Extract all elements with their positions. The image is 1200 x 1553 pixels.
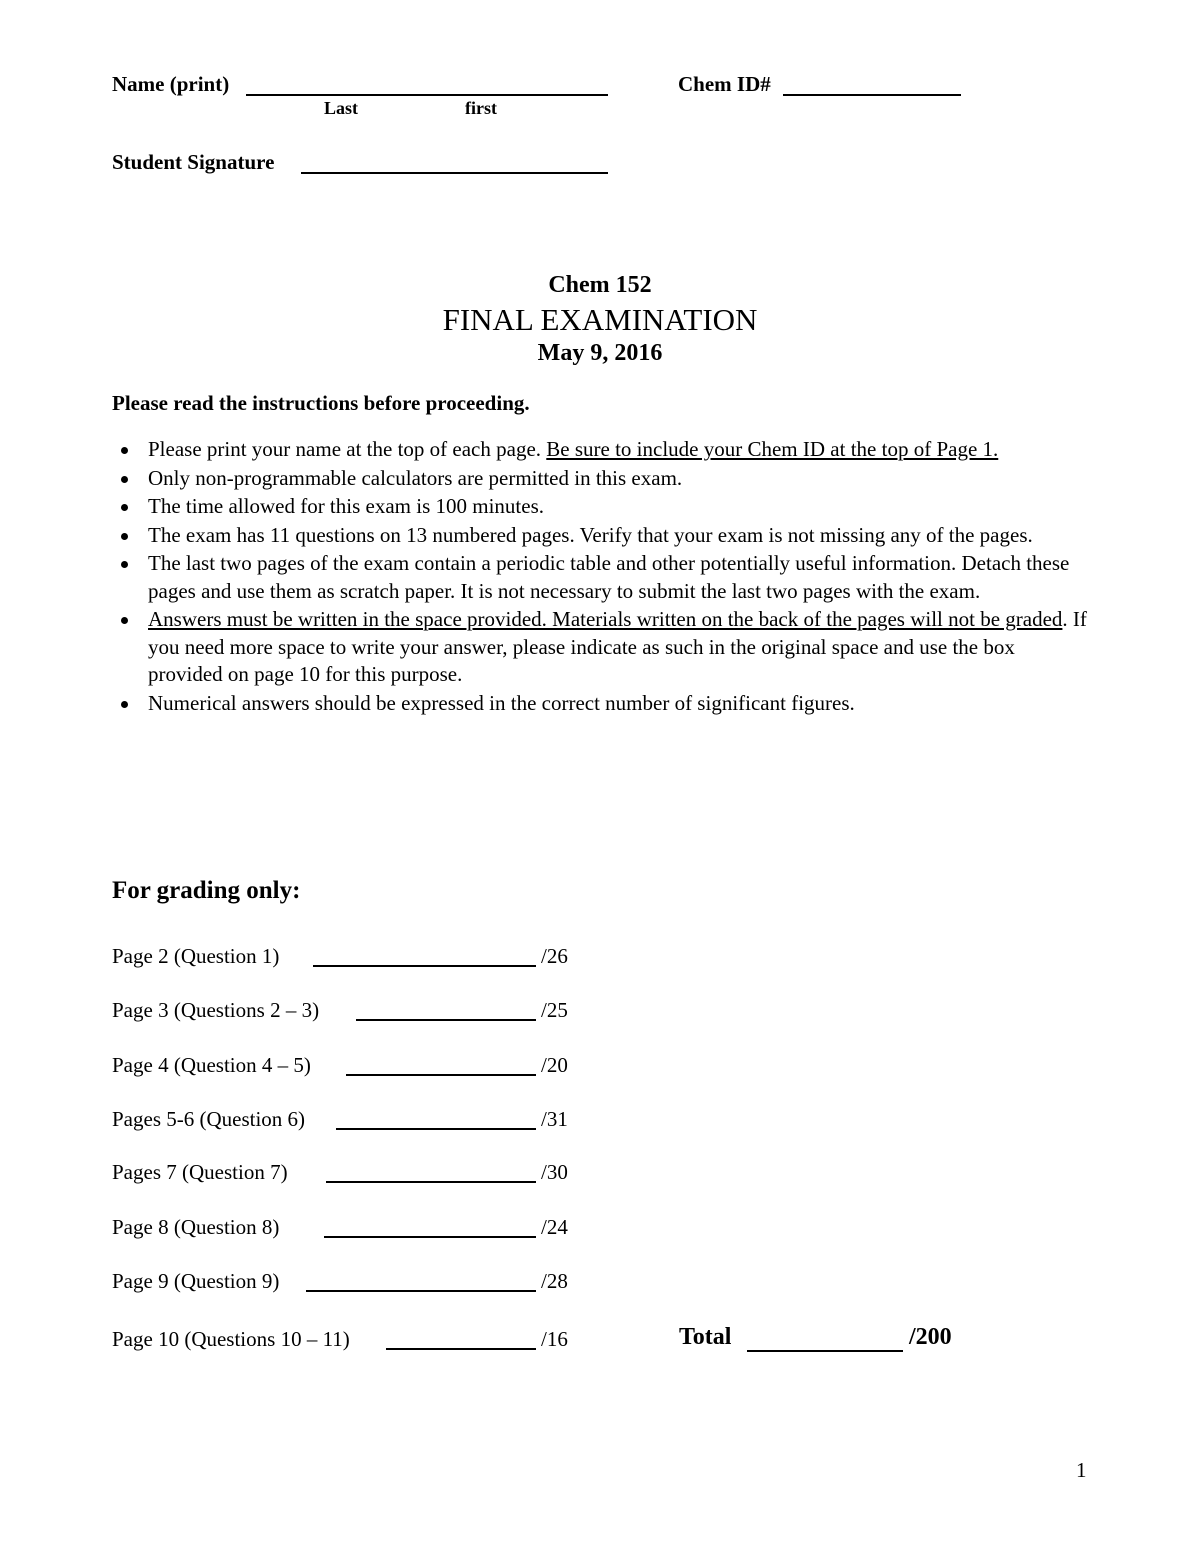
bullet-icon [121,476,128,483]
total-max: /200 [909,1324,952,1350]
grade-row-max: /26 [541,944,568,968]
course-title: Chem 152 [548,272,652,298]
bullet-icon [121,701,128,708]
instruction-item: Only non-programmable calculators are permitted in this exam. [112,465,1092,493]
total-label: Total [679,1324,732,1350]
first-name-caption: first [465,98,497,118]
instruction-item: The last two pages of the exam contain a periodic table and other potentially useful information. Detach these pages and use them as scratch paper. It is not necessary to submit the last two pages with the exam. [112,550,1092,605]
grade-row-max: /20 [541,1053,568,1077]
grade-row-max: /16 [541,1327,568,1351]
grade-row-label: Page 3 (Questions 2 – 3) [112,998,320,1022]
grade-row-max: /24 [541,1215,568,1239]
grade-score-field[interactable] [336,1128,536,1130]
instructions-heading: Please read the instructions before proceeding. [112,391,530,415]
grading-heading: For grading only: [112,877,301,904]
bullet-icon [121,561,128,568]
instruction-item: Answers must be written in the space provided. Materials written on the back of the pages will not be graded. If you need more space to write your answer, please indicate as such in the original space and use the box provided on page 10 for this purpose. [112,606,1092,689]
signature-field[interactable] [301,172,608,174]
grade-row-label: Page 10 (Questions 10 – 11) [112,1327,350,1351]
grade-row-label: Page 2 (Question 1) [112,944,280,968]
grade-row-max: /31 [541,1107,568,1131]
grade-score-field[interactable] [326,1181,536,1183]
chem-id-field[interactable] [783,94,961,96]
instruction-item: The time allowed for this exam is 100 minutes. [112,493,1092,521]
grade-row-label: Page 4 (Question 4 – 5) [112,1053,311,1077]
bullet-icon [121,447,128,454]
name-field[interactable] [246,94,608,96]
grade-score-field[interactable] [346,1074,536,1076]
grade-score-field[interactable] [356,1019,536,1021]
bullet-icon [121,504,128,511]
page-number: 1 [1076,1458,1087,1482]
grade-row-label: Pages 5-6 (Question 6) [112,1107,306,1131]
exam-title: FINAL EXAMINATION [442,302,758,337]
signature-label: Student Signature [112,150,275,174]
grade-score-field[interactable] [313,965,536,967]
instruction-item: Numerical answers should be expressed in the correct number of significant figures. [112,690,1092,718]
instruction-item: Please print your name at the top of each page. Be sure to include your Chem ID at the top of Page 1. [112,436,1092,464]
instructions-list [112,436,1092,717]
grade-row-max: /30 [541,1160,568,1184]
name-label: Name (print) [112,72,230,96]
grade-row-label: Pages 7 (Question 7) [112,1160,288,1184]
last-name-caption: Last [324,98,359,118]
exam-date: May 9, 2016 [537,340,663,366]
chem-id-label: Chem ID# [678,72,771,96]
bullet-icon [121,533,128,540]
grade-score-field[interactable] [306,1290,536,1292]
grade-row-max: /28 [541,1269,568,1293]
grade-row-label: Page 8 (Question 8) [112,1215,280,1239]
grade-row-label: Page 9 (Question 9) [112,1269,280,1293]
instruction-item: The exam has 11 questions on 13 numbered pages. Verify that your exam is not missing any of the pages. [112,522,1092,550]
grade-score-field[interactable] [324,1236,536,1238]
grade-score-field[interactable] [386,1348,536,1350]
grade-row-max: /25 [541,998,568,1022]
bullet-icon [121,617,128,624]
total-score-field[interactable] [747,1350,903,1352]
